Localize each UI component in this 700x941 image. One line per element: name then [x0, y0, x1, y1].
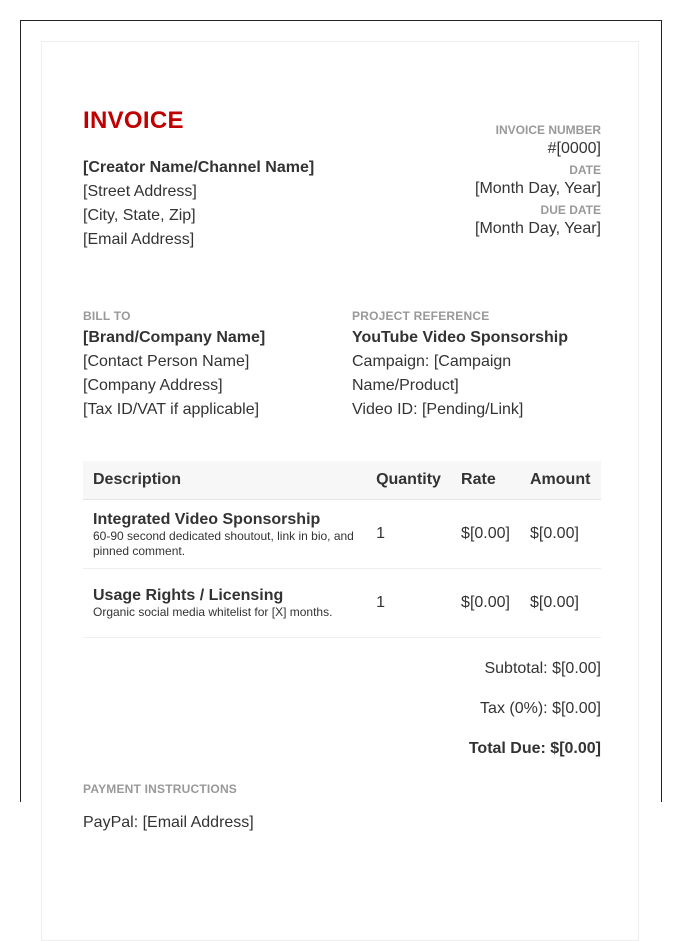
- item-title: Usage Rights / Licensing: [93, 587, 284, 604]
- due-date-value: [Month Day, Year]: [475, 220, 601, 237]
- totals-section: [301, 659, 601, 779]
- payment-instructions-label: PAYMENT INSTRUCTIONS: [83, 782, 238, 796]
- document-viewport: [20, 20, 662, 831]
- bill-to-label: BILL TO: [83, 309, 131, 323]
- table-row: [83, 500, 601, 569]
- sender-email: [Email Address]: [83, 231, 195, 248]
- invoice-meta: [341, 120, 601, 240]
- item-description: 60-90 second dedicated shoutout, link in bio, and pinned comment.: [93, 528, 354, 558]
- item-rate: $[0.00]: [451, 500, 520, 569]
- date-value: [Month Day, Year]: [475, 180, 601, 197]
- item-title: Integrated Video Sponsorship: [93, 510, 321, 528]
- bill-to-tax-id: [Tax ID/VAT if applicable]: [83, 401, 260, 418]
- date-label: DATE: [569, 163, 601, 177]
- sender-info: [83, 156, 363, 252]
- bill-to-company: [Brand/Company Name]: [83, 329, 266, 346]
- bill-to-contact: [Contact Person Name]: [83, 353, 250, 370]
- line-items-table: [83, 461, 601, 638]
- table-header-row: [83, 461, 601, 500]
- invoice-sheet: [41, 41, 639, 941]
- item-description: Organic social media whitelist for [X] months.: [93, 605, 333, 619]
- header-rate: Rate: [451, 461, 520, 500]
- payment-instructions-section: [83, 781, 601, 835]
- project-title: YouTube Video Sponsorship: [352, 329, 569, 346]
- item-quantity: 1: [366, 500, 451, 569]
- sender-street: [Street Address]: [83, 183, 197, 200]
- item-description-cell: [83, 569, 366, 638]
- project-reference-section: [352, 308, 601, 422]
- item-rate: $[0.00]: [451, 569, 520, 638]
- table-row: [83, 569, 601, 638]
- sender-city: [City, State, Zip]: [83, 207, 196, 224]
- item-amount: $[0.00]: [520, 500, 601, 569]
- payment-paypal: PayPal: [Email Address]: [83, 814, 254, 831]
- project-video-id: Video ID: [Pending/Link]: [352, 401, 524, 418]
- invoice-number-label: INVOICE NUMBER: [495, 123, 601, 137]
- header-amount: Amount: [520, 461, 601, 500]
- header-quantity: Quantity: [366, 461, 451, 500]
- invoice-title: INVOICE: [83, 107, 184, 134]
- item-quantity: 1: [366, 569, 451, 638]
- invoice-number-value: #[0000]: [547, 140, 601, 157]
- item-description-cell: [83, 500, 366, 569]
- item-amount: $[0.00]: [520, 569, 601, 638]
- total-due: Total Due: $[0.00]: [468, 740, 601, 757]
- header-description: Description: [83, 461, 366, 500]
- bill-to-address: [Company Address]: [83, 377, 223, 394]
- project-reference-label: PROJECT REFERENCE: [352, 309, 490, 323]
- tax-total: Tax (0%): $[0.00]: [480, 700, 601, 717]
- sender-name: [Creator Name/Channel Name]: [83, 159, 315, 176]
- project-campaign: Campaign: [Campaign Name/Product]: [352, 353, 512, 394]
- bill-to-section: [83, 308, 343, 422]
- due-date-label: DUE DATE: [540, 203, 601, 217]
- subtotal: Subtotal: $[0.00]: [484, 660, 601, 677]
